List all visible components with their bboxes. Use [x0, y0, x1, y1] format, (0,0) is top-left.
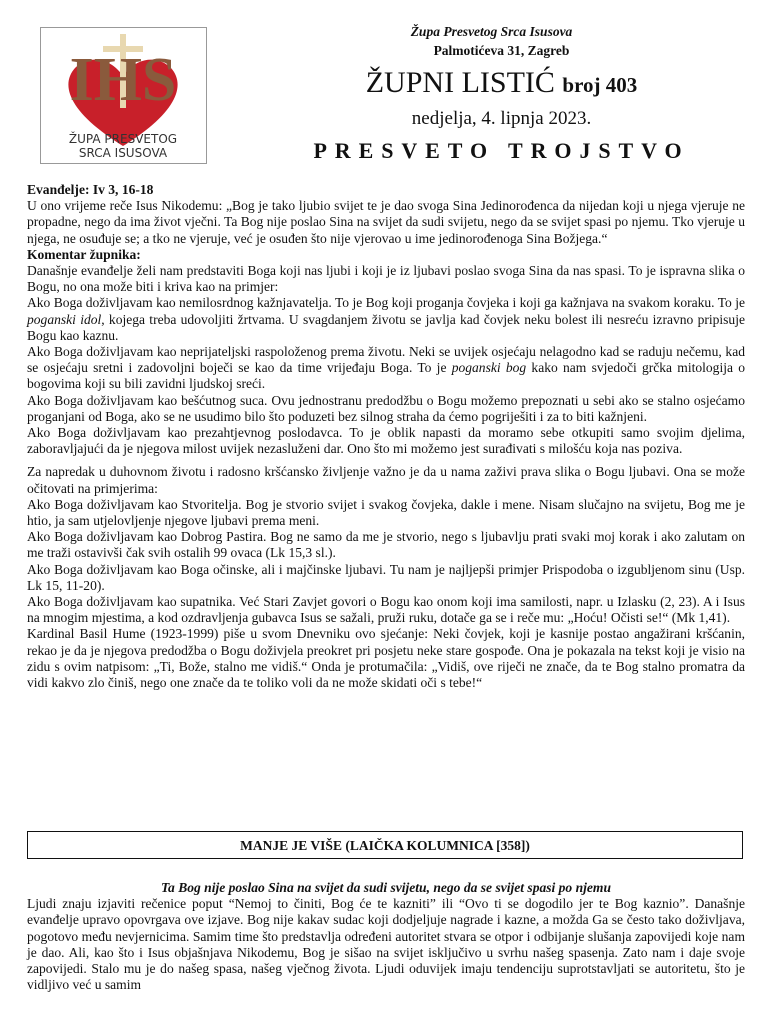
parish-logo [40, 27, 207, 164]
column-text: Ljudi znaju izjaviti rečenice poput “Nemoj to činiti, Bog će te kazniti” ili “Ovo ti se dogodilo jer te Bog kaznio”. Današnje evanđelje upravo opovrgava ove izjave. Bog nije kakav sudac koji dodjeljuje nagrade i kazne, a možda Ga se često tako doživljava, pogotovo među nevjernicima. Samim time što predstavlja određeni autoritet stvara se otpor i odbijanje slušanja zapovijedi koje nam je dao. Ali, kao što i Isus objašnjava Nikodemu, Bog je sišao na svijet isključivo u svrhu našeg spasenja. Zato nam i daje svoje zapovijedi. Stalo mu je do našeg spasa, našeg vječnog života. Ljudi oduvijek imaju tendenciju suprotstavljati se autoritetu, što je vidljivo već u samim [27, 896, 745, 993]
commentary-paragraph: Ako Boga doživljavam kao Stvoritelja. Bog je stvorio svijet i svakog čovjeka, dakle i mene. Nisam slučajno na svijetu, Bog me je htio, ja sam utjelovljenje njegove ljubavi prema meni. [27, 496, 745, 529]
bulletin-date: nedjelja, 4. lipnja 2023. [411, 108, 592, 129]
commentary-intro: Današnje evanđelje želi nam predstaviti Boga koji nas ljubi i koji je iz ljubavi poslao svoga Sina da nas spasi. To je ispravna slika o Bogu, no ona može biti i kriva kao na primjer: [27, 263, 745, 295]
main-article [27, 182, 745, 691]
parish-name: Župa Presvetog Srca Isusova [410, 24, 573, 39]
commentary-paragraph: Ako Boga doživljavam kao prezahtjevnog poslodavca. To je oblik napasti da moramo sebe otkupiti samo svojim djelima, zaboravljajući da je njegova milost uvijek nezasluženi dar. Ono što mi možemo jest surađivati s milošću koja nas poziva. [27, 425, 745, 457]
logo-line1: ŽUPA PRESVETOG [68, 132, 178, 146]
commentary-paragraph: Za napredak u duhovnom životu i radosno kršćansko življenje važno je da u nama zaživi prava slika o Bogu ljubavi. Ona se može očitovati na primjerima: [27, 464, 745, 496]
commentary-heading: Komentar župnika: [27, 246, 141, 262]
bulletin-title-text: ŽUPNI LISTIĆ [365, 66, 555, 99]
ihs-heart-icon [41, 28, 206, 163]
parish-address: Palmotićeva 31, Zagreb [433, 43, 570, 58]
issue-number: broj 403 [562, 73, 638, 97]
feast-title: PRESVETO TROJSTVO [313, 138, 690, 163]
commentary-paragraph: Kardinal Basil Hume (1923-1999) piše u svom Dnevniku ovo sjećanje: Neki čovjek, koji je kasnije postao angažirani kršćanin, rekao je da je njegova predodžba o Bogu doživjela preokret pri posjetu neke stare gospođe. Ona je pokazala na tekst koji je visio na zidu s ovim natpisom: „Ti, Bože, stalno me vidiš.“ Onda je protumačila: „Vidiš, ove riječi ne znače, da te Bog stalno promatra da vidi kakvo zlo činiš, nego one znače da te toliko voli da ne može skidati oči s tebe!“ [27, 626, 745, 691]
column-title-box: MANJE JE VIŠE (LAIČKA KOLUMNICA [358]) [27, 831, 743, 859]
logo-letters: IHS [69, 46, 177, 114]
commentary-paragraph: Ako Boga doživljavam kao nemilosrdnog kažnjavatelja. To je Bog koji proganja čovjeka i koji ga kažnjava na svakom koraku. To je poganski idol, kojega treba udovoljiti žrtvama. U svagdanjem životu se javlja kad čovjek neku bolest ili nesreću izravno pripisuje Bogu kao kaznu. [27, 295, 745, 343]
gospel-heading: Evanđelje: Iv 3, 16-18 [27, 182, 154, 197]
logo-line2: SRCA ISUSOVA [78, 146, 168, 160]
commentary-paragraph: Ako Boga doživljavam kao supatnika. Već Stari Zavjet govori o Bogu kao onom koji ima samilosti, napr. u Izlasku (2, 23). A i Isus na mnogim mjestima, a kod ozdravljenja gubavca Isus se sažali, pruži ruku, dotače ga se i reče mu: „Hoću! Očisti se!“ (Mk 1,41). [27, 594, 745, 626]
column-article [27, 880, 745, 993]
commentary-paragraph: Ako Boga doživljavam kao neprijateljski raspoloženog prema životu. Neki se uvijek osjećaju nelagodno kad se raduju nečemu, kad se osjećaju sretni i zadovoljni boječi se kao da time vrijeđaju Boga. To je poganski bog kako nam svjedoči grčka mitologija o bogovima koji su bili zavidni ljudskoj sreći. [27, 344, 745, 392]
commentary-paragraph: Ako Boga doživljavam kao Boga očinske, ali i majčinske ljubavi. Tu nam je najljepši primjer Prispodoba o izgubljenom sinu (Usp. Lk 15, 11-20). [27, 561, 745, 593]
commentary-paragraph: Ako Boga doživljavam kao Dobrog Pastira. Bog ne samo da me je stvorio, nego s ljubavlju prati svaki moj korak i ako zalutam on me traži ostavivši čak svih ostalih 99 ovaca (Lk 15,3 sl.). [27, 529, 745, 561]
bulletin-title [225, 66, 768, 100]
commentary-paragraph: Ako Boga doživljavam kao bešćutnog suca. Ovu jednostranu predodžbu o Bogu možemo prepoznati u sebi ako se stalno osjećamo proganjani od Boga, ako se ne usudimo bilo što poduzeti bez silnog straha da ćemo pogriješiti i za to biti kažnjeni. [27, 392, 745, 424]
gospel-text: U ono vrijeme reče Isus Nikodemu: „Bog je tako ljubio svijet te je dao svoga Sina Jedinorođenca da nijedan koji u njega vjeruje ne propadne, nego da ima život vječni. Ta Bog nije poslao Sina na svijet da sudi svijetu, nego da se svijet spasi po njemu. Tko vjeruje u njega, ne osuđuje se; a tko ne vjeruje, već je osuđen što nije vjerovao u ime jedinorođenoga Sina Božjega.“ [27, 198, 745, 246]
column-subtitle: Ta Bog nije poslao Sina na svijet da sudi svijetu, nego da se svijet spasi po njemu [161, 880, 611, 895]
